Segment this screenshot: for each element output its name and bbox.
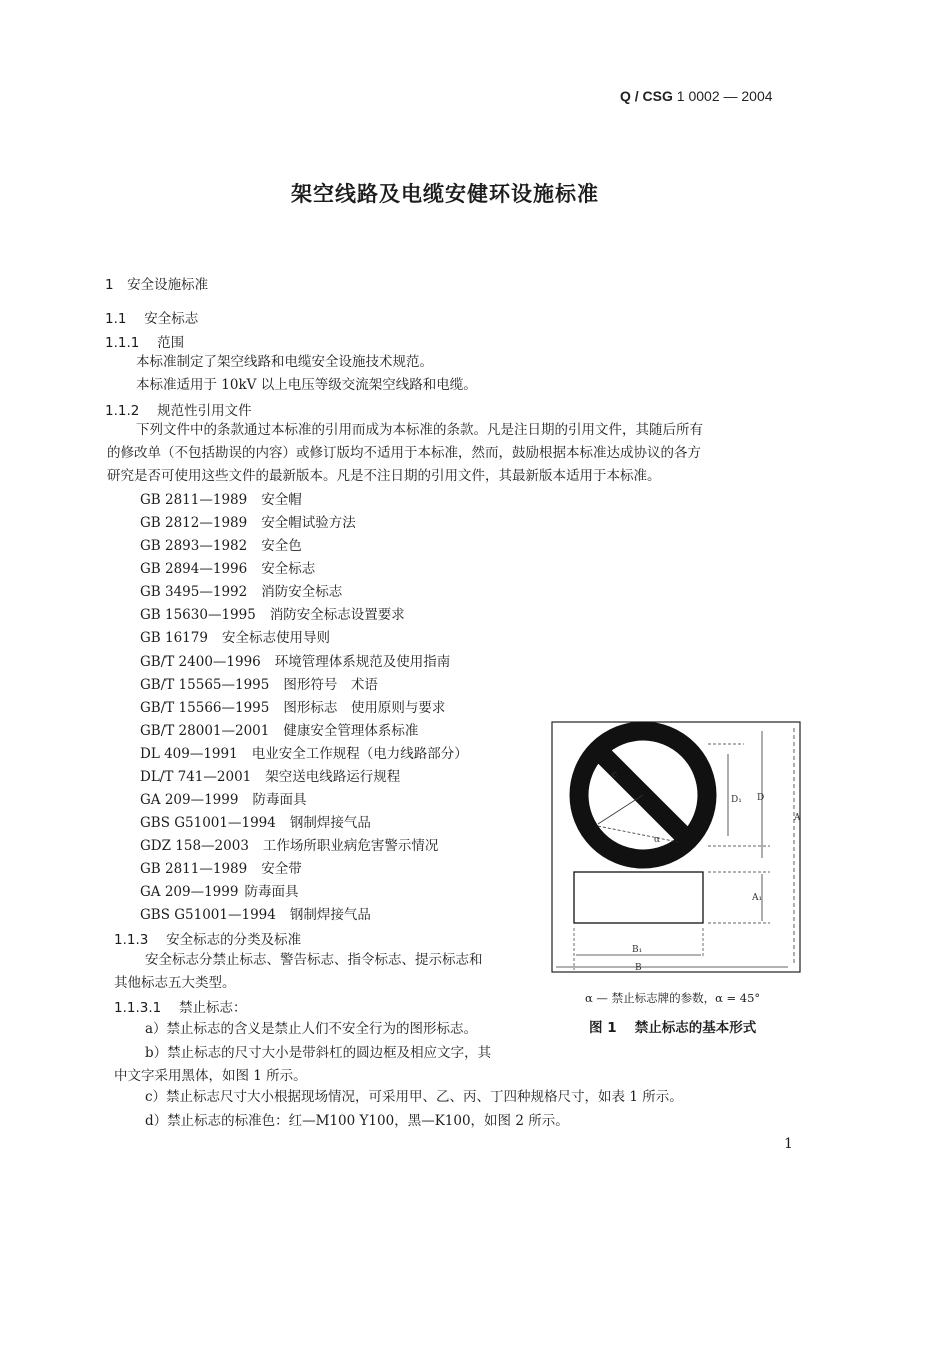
dimension-line — [598, 795, 643, 824]
reference-item — [140, 673, 378, 693]
reference-name: 健康安全管理体系标准 — [283, 723, 419, 739]
reference-code: GB 2812—1989 — [140, 515, 248, 531]
reference-code: DL 409—1991 — [140, 746, 238, 762]
reference-code: GB 3495—1992 — [140, 584, 248, 600]
reference-code: GA 209—1999 — [140, 792, 239, 808]
paragraph-references-1: 下列文件中的条款通过本标准的引用而成为本标准的条款。凡是注日期的引用文件，其随后所有 — [136, 422, 703, 438]
reference-code: GB/T 28001—2001 — [140, 723, 270, 739]
list-item-a: a）禁止标志的含义是禁止人们不安全行为的图形标志。 — [145, 1021, 478, 1037]
reference-name: 钢制焊接气品 — [289, 815, 371, 831]
label-b1: B₁ — [632, 945, 643, 955]
reference-code: GB 16179 — [140, 630, 208, 646]
reference-item — [140, 765, 400, 785]
reference-item — [140, 557, 315, 577]
reference-item — [140, 788, 306, 808]
list-item-b-line-1: b）禁止标志的尺寸大小是带斜杠的圆边框及相应文字，其 — [145, 1045, 492, 1061]
reference-code: GA 209—1999 — [140, 884, 239, 900]
reference-item — [140, 742, 468, 762]
reference-code: GDZ 158—2003 — [140, 838, 249, 854]
reference-name: 电业安全工作规程（电力线路部分） — [251, 746, 468, 762]
list-item-c: c）禁止标志尺寸大小根据现场情况，可采用甲、乙、丙、丁四种规格尺寸，如表 1 所示。 — [145, 1089, 683, 1105]
reference-name: 消防安全标志 — [261, 584, 343, 600]
reference-item — [140, 580, 342, 600]
paragraph-references-2: 的修改单（不包括勘误的内容）或修订版均不适用于本标准，然而，鼓励根据本标准达成协议的各方 — [107, 445, 701, 461]
paragraph-classification-2: 其他标志五大类型。 — [114, 975, 236, 991]
reference-name: 防毒面具 — [252, 792, 307, 808]
reference-name: 工作场所职业病危害警示情况 — [262, 838, 439, 854]
reference-code: GB/T 2400—1996 — [140, 654, 261, 670]
reference-name: 图形符号 术语 — [283, 677, 378, 693]
label-a1: A₁ — [752, 893, 763, 903]
reference-item — [140, 488, 302, 508]
list-item-b-line-2: 中文字采用黑体，如图 1 所示。 — [114, 1068, 307, 1084]
reference-code: GB 2894—1996 — [140, 561, 248, 577]
reference-code: GB/T 15565—1995 — [140, 677, 270, 693]
page-number: 1 — [784, 1136, 793, 1152]
prohibition-sign-figure — [548, 714, 808, 976]
section-heading-1-1-1: 1.1.1 范围 — [105, 335, 185, 351]
section-heading-1-1-3: 1.1.3 安全标志的分类及标准 — [114, 932, 302, 948]
reference-name: 安全带 — [261, 861, 302, 877]
reference-name: 环境管理体系规范及使用指南 — [274, 654, 451, 670]
label-a: A — [794, 813, 801, 823]
reference-name: 安全帽试验方法 — [261, 515, 356, 531]
text-panel-box — [574, 872, 703, 923]
reference-name: 图形标志 使用原则与要求 — [283, 700, 446, 716]
label-d1: D₁ — [731, 795, 742, 805]
reference-code: GB 2811—1989 — [140, 492, 248, 508]
reference-item — [140, 719, 418, 739]
page-title: 架空线路及电缆安健环设施标准 — [291, 182, 599, 206]
reference-name: 安全标志 — [261, 561, 316, 577]
reference-item — [140, 903, 371, 923]
reference-name: 钢制焊接气品 — [289, 907, 371, 923]
reference-item — [140, 696, 445, 716]
reference-code: GBS G51001—1994 — [140, 907, 276, 923]
reference-code: GB 2893—1982 — [140, 538, 248, 554]
paragraph-scope-1: 本标准制定了架空线路和电缆安全设施技术规范。 — [136, 354, 433, 370]
reference-item — [140, 834, 438, 854]
reference-name: 架空送电线路运行规程 — [265, 769, 401, 785]
reference-item — [140, 534, 302, 554]
reference-name: 安全帽 — [261, 492, 302, 508]
figure-note: α — 禁止标志牌的参数，α = 45° — [585, 991, 761, 1005]
reference-item — [140, 626, 330, 646]
reference-item — [140, 857, 302, 877]
label-b: B — [635, 963, 642, 973]
document-code-prefix: Q / CSG — [620, 88, 673, 104]
reference-item — [140, 880, 298, 900]
reference-item — [140, 811, 371, 831]
label-alpha: α — [654, 835, 661, 845]
document-code — [620, 88, 773, 104]
label-c: c — [612, 770, 618, 780]
reference-name: 消防安全标志设置要求 — [269, 607, 405, 623]
section-heading-1: 1 安全设施标准 — [105, 277, 209, 293]
reference-name: 防毒面具 — [244, 884, 299, 900]
section-heading-1-1-3-1: 1.1.3.1 禁止标志： — [114, 1000, 247, 1016]
reference-item — [140, 650, 450, 670]
list-item-d: d）禁止标志的标准色：红—M100 Y100，黑—K100，如图 2 所示。 — [145, 1113, 569, 1129]
reference-item — [140, 511, 356, 531]
figure-caption: 图 1 禁止标志的基本形式 — [589, 1020, 757, 1036]
reference-code: GBS G51001—1994 — [140, 815, 276, 831]
paragraph-references-3: 研究是否可使用这些文件的最新版本。凡是不注日期的引用文件，其最新版本适用于本标准。 — [107, 468, 661, 484]
reference-code: DL/T 741—2001 — [140, 769, 252, 785]
reference-code: GB/T 15566—1995 — [140, 700, 270, 716]
reference-code: GB 2811—1989 — [140, 861, 248, 877]
paragraph-scope-2: 本标准适用于 10kV 以上电压等级交流架空线路和电缆。 — [136, 377, 477, 393]
reference-item — [140, 603, 405, 623]
reference-name: 安全色 — [261, 538, 302, 554]
reference-name: 安全标志使用导则 — [221, 630, 330, 646]
section-heading-1-1-2: 1.1.2 规范性引用文件 — [105, 403, 252, 419]
paragraph-classification-1: 安全标志分禁止标志、警告标志、指令标志、提示标志和 — [145, 952, 483, 968]
section-heading-1-1: 1.1 安全标志 — [105, 311, 199, 327]
reference-code: GB 15630—1995 — [140, 607, 256, 623]
document-code-number: 1 0002 — 2004 — [676, 88, 773, 104]
label-d: D — [757, 793, 765, 803]
